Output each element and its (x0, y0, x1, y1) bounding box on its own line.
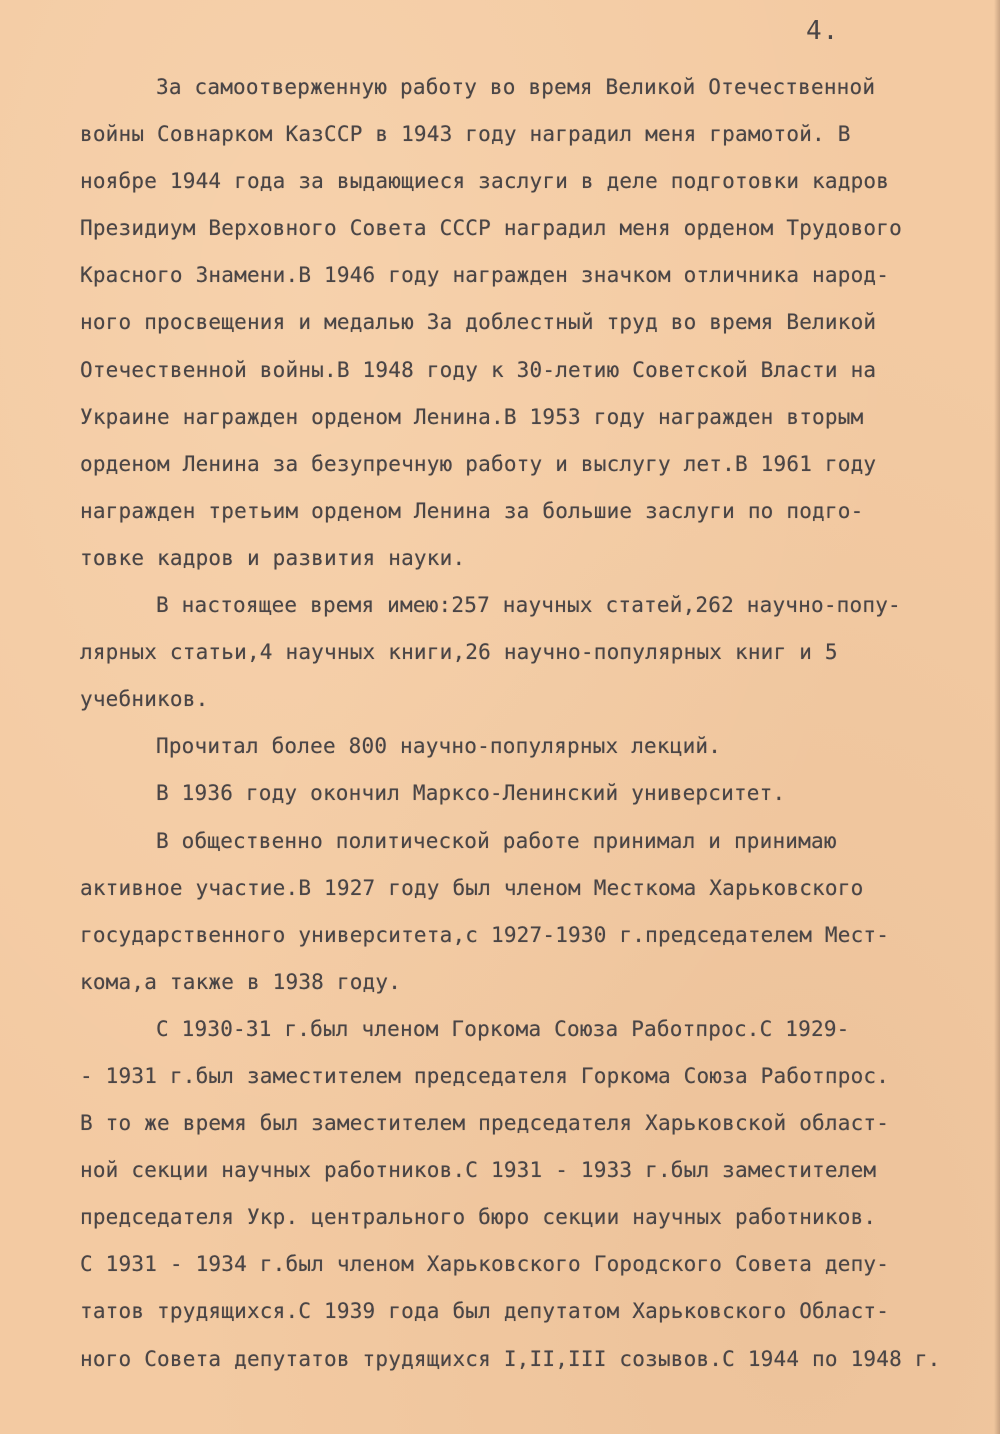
text-line: ного Совета депутатов трудящихся I,II,III созывов.С 1944 по 1948 г. (80, 1346, 941, 1371)
text-line: С 1930-31 г.был членом Горкома Союза Работпрос.С 1929- (156, 1016, 850, 1041)
text-line: В настоящее время имею:257 научных статей,262 научно-попу- (156, 593, 901, 618)
text-line: войны Совнарком КазССР в 1943 году наградил меня грамотой. В (80, 122, 851, 147)
text-line: За самоотверженную работу во время Великой Отечественной (156, 75, 876, 99)
text-line: активное участие.В 1927 году был членом Месткома Харьковского (80, 875, 864, 900)
page-number: 4. (806, 16, 840, 46)
text-line: лярных статьи,4 научных книги,26 научно-популярных книг и 5 (80, 640, 838, 665)
text-line: В общественно политической работе принимал и принимаю (156, 828, 837, 853)
text-line: кома,а также в 1938 году. (80, 969, 402, 994)
text-line: Красного Знамени.В 1946 году награжден значком отличника народ- (80, 263, 890, 288)
text-line: награжден третьим орденом Ленина за большие заслуги по подго- (80, 498, 864, 523)
text-line: - 1931 г.был заместителем председателя Горкома Союза Работпрос. (80, 1063, 890, 1088)
page-edge-shadow (994, 0, 1000, 1434)
text-line: Прочитал более 800 научно-популярных лекций. (156, 734, 722, 759)
text-line: Украине награжден орденом Ленина.В 1953 году награжден вторым (80, 404, 864, 429)
text-line: В 1936 году окончил Марксо-Ленинский университет. (156, 781, 786, 806)
text-line: ного просвещения и медалью За доблестный труд во время Великой (80, 310, 877, 335)
text-line: орденом Ленина за безупречную работу и выслугу лет.В 1961 году (80, 451, 877, 476)
text-line: учебников. (80, 687, 209, 712)
text-line: ной секции научных работников.С 1931 - 1933 г.был заместителем (80, 1158, 877, 1183)
text-line: В то же время был заместителем председателя Харьковской област- (80, 1111, 890, 1136)
text-line: татов трудящихся.С 1939 года был депутатом Харьковского Област- (80, 1299, 890, 1324)
typewritten-text-body (80, 64, 980, 1383)
text-line: С 1931 - 1934 г.был членом Харьковского Городского Совета депу- (80, 1252, 890, 1277)
text-line: председателя Укр. центрального бюро секции научных работников. (80, 1205, 877, 1230)
text-line: государственного университета,с 1927-1930 г.председателем Мест- (80, 922, 890, 947)
text-line: Президиум Верховного Совета СССР наградил меня орденом Трудового (80, 216, 902, 241)
text-line: Отечественной войны.В 1948 году к 30-летию Советской Власти на (80, 357, 877, 382)
text-line: товке кадров и развития науки. (80, 545, 466, 570)
text-line: ноябре 1944 года за выдающиеся заслуги в деле подготовки кадров (80, 169, 890, 194)
